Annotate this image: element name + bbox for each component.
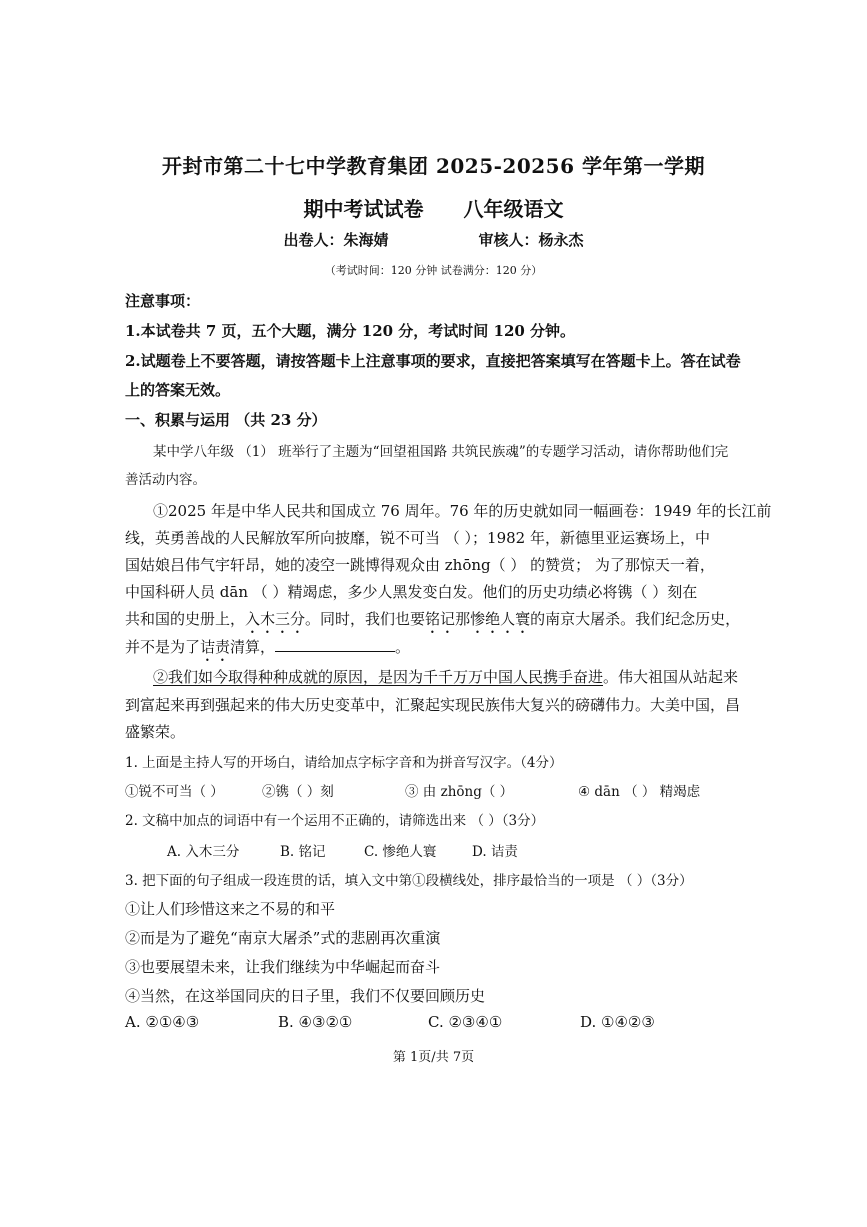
para1-line6 <box>125 636 410 665</box>
exam-type: 期中考试试卷 <box>303 197 424 221</box>
q1-option-4: ④ dān （ ） 精竭虑 <box>578 784 701 800</box>
para2-line1-text: 。伟大祖国从站起来 <box>603 668 739 686</box>
q3-option-d: D. ①④②③ <box>580 1013 655 1031</box>
para2-underlined-sentence: ②我们如今取得种种成就的原因，是因为千千万万中国人民携手奋进 <box>153 668 604 686</box>
para1-line5-text-d: 的南京大屠杀。我们纪念历史， <box>530 610 741 628</box>
section1-intro-line2: 善活动内容。 <box>125 472 206 488</box>
section1-intro-line1: 某中学八年级 （1） 班举行了主题为“回望祖国路 共筑民族魂”的专题学习活动，请你帮助他们完 <box>153 444 729 460</box>
para1-line5-text-b: 。同时，我们也要 <box>305 610 426 628</box>
notes-item-2-line1: 2.试题卷上不要答题，请按答题卡上注意事项的要求，直接把答案填写在答题卡上。答在试卷 <box>125 352 741 370</box>
para2-line1 <box>153 666 738 687</box>
grade-subject: 八年级语文 <box>463 197 564 221</box>
q3-sentence-1: ①让人们珍惜这来之不易的和平 <box>125 900 336 918</box>
para1-line6-text-c: 。 <box>395 638 411 656</box>
para2-line3: 盛繁荣。 <box>125 723 186 741</box>
para1-line3: 国姑娘吕伟气宇轩昂，她的凌空一跳博得观众由 zhōng（ ） 的赞赏； 为了那惊天一着， <box>125 556 715 574</box>
word-jieze: 诘责 <box>200 638 231 656</box>
author: 出卷人：朱海婧 <box>283 231 389 249</box>
reviewer: 审核人：杨永杰 <box>478 231 584 249</box>
para1-line6-text-b: 清算， <box>230 638 276 656</box>
authors-line <box>0 229 867 250</box>
q3-sentence-4: ④当然，在这举国同庆的日子里，我们不仅要回顾历史 <box>125 987 486 1005</box>
exam-time-info: （考试时间：120 分钟 试卷满分：120 分） <box>324 264 543 277</box>
q3-option-b: B. ④③②① <box>278 1013 353 1031</box>
q3-sentence-3: ③也要展望未来，让我们继续为中华崛起而奋斗 <box>125 958 441 976</box>
q2-option-a: A. 入木三分 <box>167 844 240 860</box>
q2-option-b: B. 铭记 <box>280 844 326 860</box>
q3-sentence-2: ②而是为了避免“南京大屠杀”式的悲剧再次重演 <box>125 929 441 947</box>
notes-item-2-line2: 上的答案无效。 <box>125 381 231 399</box>
notes-heading: 注意事项： <box>125 292 201 310</box>
q3-stem: 3. 把下面的句子组成一段连贯的话，填入文中第①段横线处，排序最恰当的一项是 （ ）（3分） <box>125 873 693 889</box>
exam-title-line2 <box>0 193 867 222</box>
q1-stem: 1. 上面是主持人写的开场白，请给加点字标字音和为拼音写汉字。（4分） <box>125 755 563 771</box>
q1-option-3: ③ 由 zhōng（ ） <box>405 784 514 800</box>
para1-line5 <box>125 608 740 637</box>
exam-title-line1: 开封市第二十七中学教育集团 2025-20256 学年第一学期 <box>162 154 705 178</box>
q2-stem: 2. 文稿中加点的词语中有一个运用不正确的，请筛选出来 （ ）（3分） <box>125 813 545 829</box>
q2-option-d: D. 诘责 <box>472 844 518 860</box>
q2-option-c: C. 惨绝人寰 <box>364 844 437 860</box>
para1-line1: ①2025 年是中华人民共和国成立 76 周年。76 年的历史就如同一幅画卷：1949 年的长江前 <box>153 502 772 520</box>
word-mingji: 铭记 <box>425 610 456 628</box>
q1-option-2: ②镌（ ）刻 <box>262 784 334 800</box>
word-rumusanfen: 入木三分 <box>245 610 306 628</box>
word-canjuerenhuan: 惨绝人寰 <box>470 610 531 628</box>
para1-line5-text-a: 共和国的史册上， <box>125 610 246 628</box>
page-footer: 第 1页/共 7页 <box>392 1050 475 1065</box>
para2-line2: 到富起来再到强起来的伟大历史变革中，汇聚起实现民族伟大复兴的磅礴伟力。大美中国，昌 <box>125 696 741 714</box>
fill-blank-line <box>275 637 395 652</box>
notes-item-1: 1.本试卷共 7 页，五个大题，满分 120 分，考试时间 120 分钟。 <box>125 322 576 340</box>
para1-line2: 线，英勇善战的人民解放军所向披靡，锐不可当 （ ）；1982 年，新德里亚运赛场上，中 <box>125 529 710 547</box>
section1-heading: 一、积累与运用 （共 23 分） <box>125 411 327 429</box>
para1-line4: 中国科研人员 dān （ ）精竭虑，多少人黑发变白发。他们的历史功绩必将镌（ ）刻在 <box>125 583 698 601</box>
q1-option-1: ①锐不可当（ ） <box>125 784 224 800</box>
para1-line5-text-c: 那 <box>455 610 471 628</box>
q3-option-a: A. ②①④③ <box>125 1013 200 1031</box>
para1-line6-text-a: 并不是为了 <box>125 638 201 656</box>
q3-option-c: C. ②③④① <box>428 1013 503 1031</box>
